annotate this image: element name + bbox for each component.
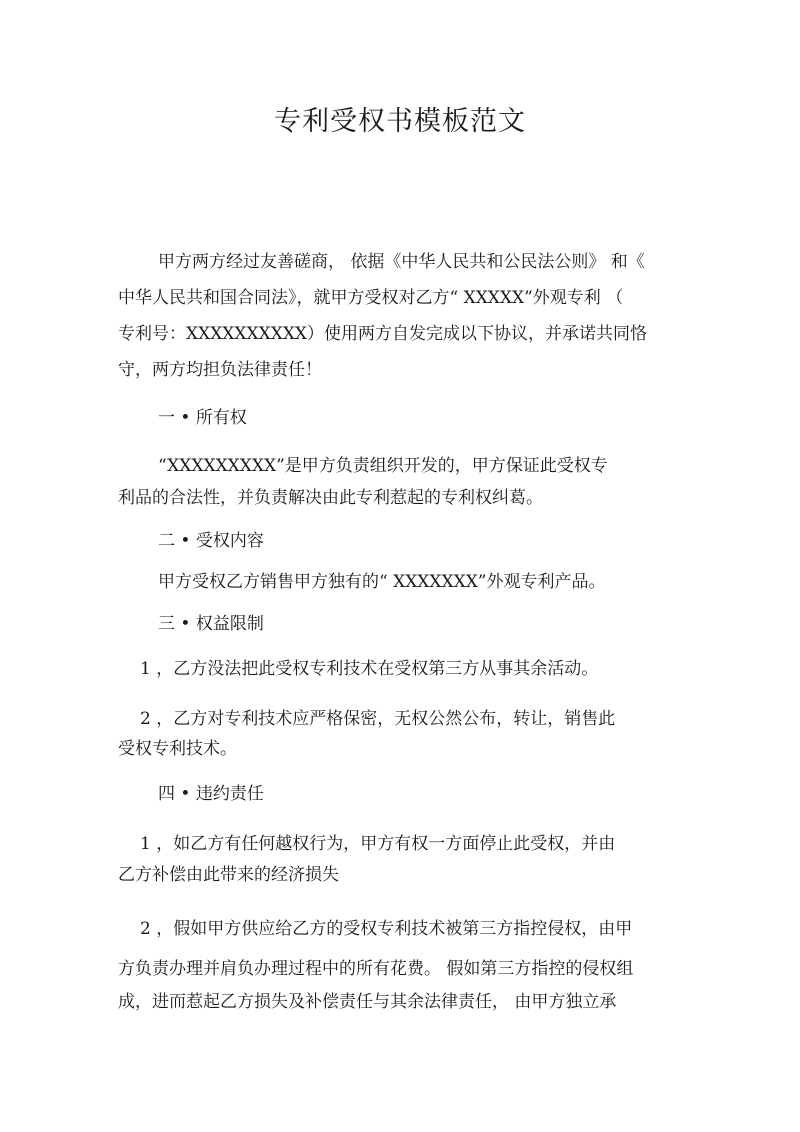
paragraph-intro-line-2: 中华人民共和国合同法》，就甲方受权对乙方“ XXXXX”外观专利 （	[118, 288, 624, 308]
clause-3-2-line-2: 受权专利技术。	[118, 739, 237, 759]
paragraph-ownership-line-2: 利品的合法性，并负责解决由此专利惹起的专利权纠葛。	[118, 488, 543, 508]
clause-4-2-line-2: 方负责办理并肩负办理过程中的所有花费。 假如第三方指控的侵权组	[118, 959, 634, 979]
clause-4-1-line-1: 1 ，如乙方有任何越权行为，甲方有权一方面停止此受权，并由	[140, 834, 616, 854]
clause-4-1-line-2: 乙方补偿由此带来的经济损失	[118, 865, 339, 885]
section-heading-ownership: 一 • 所有权	[158, 408, 247, 428]
clause-3-2-line-1: 2 ，乙方对专利技术应严格保密，无权公然公布，转让，销售此	[140, 709, 616, 729]
section-heading-license-content: 二 • 受权内容	[158, 531, 264, 551]
paragraph-intro-line-4: 守，两方均担负法律责任！	[118, 360, 322, 380]
clause-3-1: 1 ，乙方没法把此受权专利技术在受权第三方从事其余活动。	[140, 659, 599, 679]
document-title: 专利受权书模板范文	[274, 106, 526, 137]
paragraph-intro-line-1: 甲方两方经过友善磋商， 依据《中华人民共和公民法公则》 和《	[158, 252, 645, 272]
clause-4-2-line-1: 2 ，假如甲方供应给乙方的受权专利技术被第三方指控侵权，由甲	[140, 919, 633, 939]
section-heading-rights-limits: 三 • 权益限制	[158, 614, 264, 634]
paragraph-license-content: 甲方受权乙方销售甲方独有的“ XXXXXXX”外观专利产品。	[158, 572, 606, 592]
section-heading-liability: 四 • 违约责任	[158, 784, 264, 804]
clause-4-2-line-3: 成，进而惹起乙方损失及补偿责任与其余法律责任， 由甲方独立承	[118, 992, 617, 1012]
paragraph-intro-line-3: 专利号：XXXXXXXXXX）使用两方自发完成以下协议，并承诺共同恪	[118, 324, 648, 344]
paragraph-ownership-line-1: “XXXXXXXXX”是甲方负责组织开发的，甲方保证此受权专	[158, 456, 608, 476]
